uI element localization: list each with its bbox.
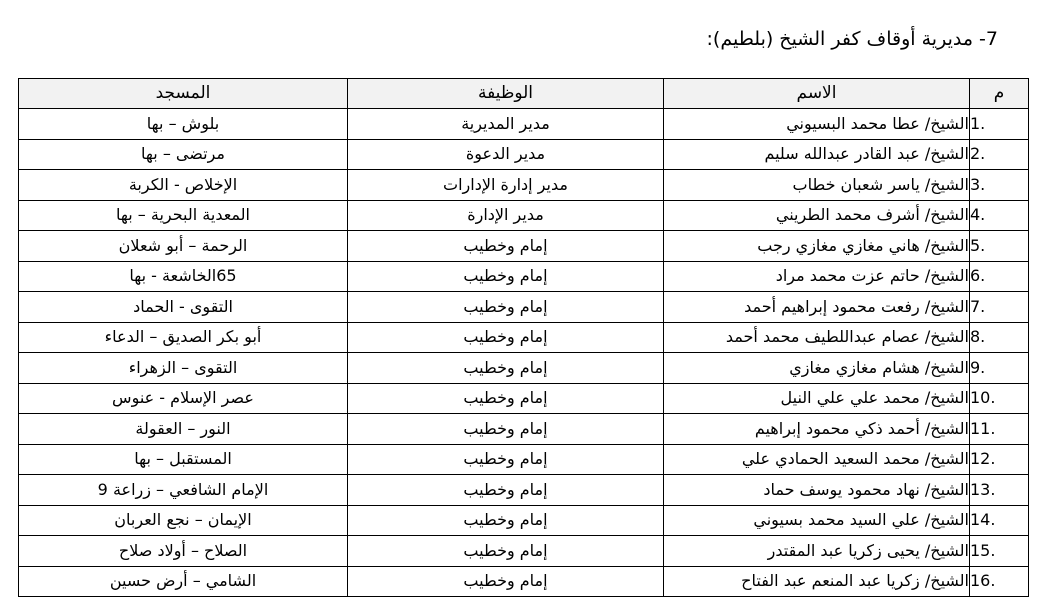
table-row — [19, 383, 1029, 414]
table-row — [19, 139, 1029, 170]
row-name: الشيخ/ يحيى زكريا عبد المقتدر — [664, 536, 970, 567]
row-name: الشيخ/ عطا محمد البسيوني — [664, 109, 970, 140]
row-name: الشيخ/ أحمد ذكي محمود إبراهيم — [664, 414, 970, 445]
row-role: إمام وخطيب — [348, 261, 664, 292]
row-number: 8. — [970, 322, 1029, 353]
row-name: الشيخ/ عبد القادر عبدالله سليم — [664, 139, 970, 170]
row-name: الشيخ/ زكريا عبد المنعم عبد الفتاح — [664, 566, 970, 597]
row-mosque: مرتضى – بها — [19, 139, 348, 170]
row-mosque: النور – العقولة — [19, 414, 348, 445]
column-header-name: الاسم — [664, 79, 970, 109]
row-mosque: أبو بكر الصديق – الدعاء — [19, 322, 348, 353]
row-number: 5. — [970, 231, 1029, 262]
row-name: الشيخ/ عصام عبداللطيف محمد أحمد — [664, 322, 970, 353]
table-row — [19, 292, 1029, 323]
table-row — [19, 200, 1029, 231]
row-role: إمام وخطيب — [348, 322, 664, 353]
row-role: إمام وخطيب — [348, 231, 664, 262]
row-name: الشيخ/ حاتم عزت محمد مراد — [664, 261, 970, 292]
row-mosque: التقوى – الزهراء — [19, 353, 348, 384]
table-row — [19, 170, 1029, 201]
row-role: إمام وخطيب — [348, 383, 664, 414]
table-row — [19, 414, 1029, 445]
table-row — [19, 475, 1029, 506]
row-role: إمام وخطيب — [348, 566, 664, 597]
table-row — [19, 322, 1029, 353]
row-number: 10. — [970, 383, 1029, 414]
table-header-row — [19, 79, 1029, 109]
row-name: الشيخ/ محمد السعيد الحمادي علي — [664, 444, 970, 475]
row-name: الشيخ/ هاني مغازي مغازي رجب — [664, 231, 970, 262]
row-role: إمام وخطيب — [348, 292, 664, 323]
row-number: 3. — [970, 170, 1029, 201]
table-row — [19, 109, 1029, 140]
table-row — [19, 536, 1029, 567]
row-number: 11. — [970, 414, 1029, 445]
row-mosque: التقوى - الحماد — [19, 292, 348, 323]
row-role: إمام وخطيب — [348, 505, 664, 536]
row-name: الشيخ/ علي السيد محمد بسيوني — [664, 505, 970, 536]
row-role: مدير إدارة الإدارات — [348, 170, 664, 201]
row-name: الشيخ/ هشام مغازي مغازي — [664, 353, 970, 384]
row-role: مدير المديرية — [348, 109, 664, 140]
table-row — [19, 261, 1029, 292]
table-row — [19, 231, 1029, 262]
row-mosque: الإيمان – نجع العربان — [19, 505, 348, 536]
row-number: 6. — [970, 261, 1029, 292]
row-mosque: الرحمة – أبو شعلان — [19, 231, 348, 262]
row-mosque: الإخلاص - الكربة — [19, 170, 348, 201]
row-role: مدير الدعوة — [348, 139, 664, 170]
row-number: 16. — [970, 566, 1029, 597]
row-role: مدير الإدارة — [348, 200, 664, 231]
row-number: 13. — [970, 475, 1029, 506]
row-mosque: 65الخاشعة - بها — [19, 261, 348, 292]
row-name: الشيخ/ محمد علي علي النيل — [664, 383, 970, 414]
row-number: 9. — [970, 353, 1029, 384]
row-number: 4. — [970, 200, 1029, 231]
row-number: 2. — [970, 139, 1029, 170]
row-number: 12. — [970, 444, 1029, 475]
row-mosque: المعدية البحرية – بها — [19, 200, 348, 231]
row-mosque: عصر الإسلام - عنوس — [19, 383, 348, 414]
row-role: إمام وخطيب — [348, 414, 664, 445]
row-name: الشيخ/ رفعت محمود إبراهيم أحمد — [664, 292, 970, 323]
column-header-role: الوظيفة — [348, 79, 664, 109]
row-number: 15. — [970, 536, 1029, 567]
row-number: 14. — [970, 505, 1029, 536]
column-header-num: م — [970, 79, 1029, 109]
row-name: الشيخ/ ياسر شعبان خطاب — [664, 170, 970, 201]
section-heading: 7- مديرية أوقاف كفر الشيخ (بلطيم): — [706, 28, 998, 50]
row-role: إمام وخطيب — [348, 536, 664, 567]
row-name: الشيخ/ نهاد محمود يوسف حماد — [664, 475, 970, 506]
row-role: إمام وخطيب — [348, 444, 664, 475]
row-number: 1. — [970, 109, 1029, 140]
row-mosque: بلوش – بها — [19, 109, 348, 140]
row-mosque: الإمام الشافعي – زراعة 9 — [19, 475, 348, 506]
table-row — [19, 353, 1029, 384]
row-mosque: الشامي – أرض حسين — [19, 566, 348, 597]
row-name: الشيخ/ أشرف محمد الطريني — [664, 200, 970, 231]
row-mosque: الصلاح – أولاد صلاح — [19, 536, 348, 567]
row-number: 7. — [970, 292, 1029, 323]
row-mosque: المستقبل – بها — [19, 444, 348, 475]
table-row — [19, 566, 1029, 597]
table-row — [19, 444, 1029, 475]
table-row — [19, 505, 1029, 536]
table-body — [19, 109, 1029, 597]
row-role: إمام وخطيب — [348, 475, 664, 506]
column-header-mosque: المسجد — [19, 79, 348, 109]
imams-table — [18, 78, 1029, 597]
row-role: إمام وخطيب — [348, 353, 664, 384]
